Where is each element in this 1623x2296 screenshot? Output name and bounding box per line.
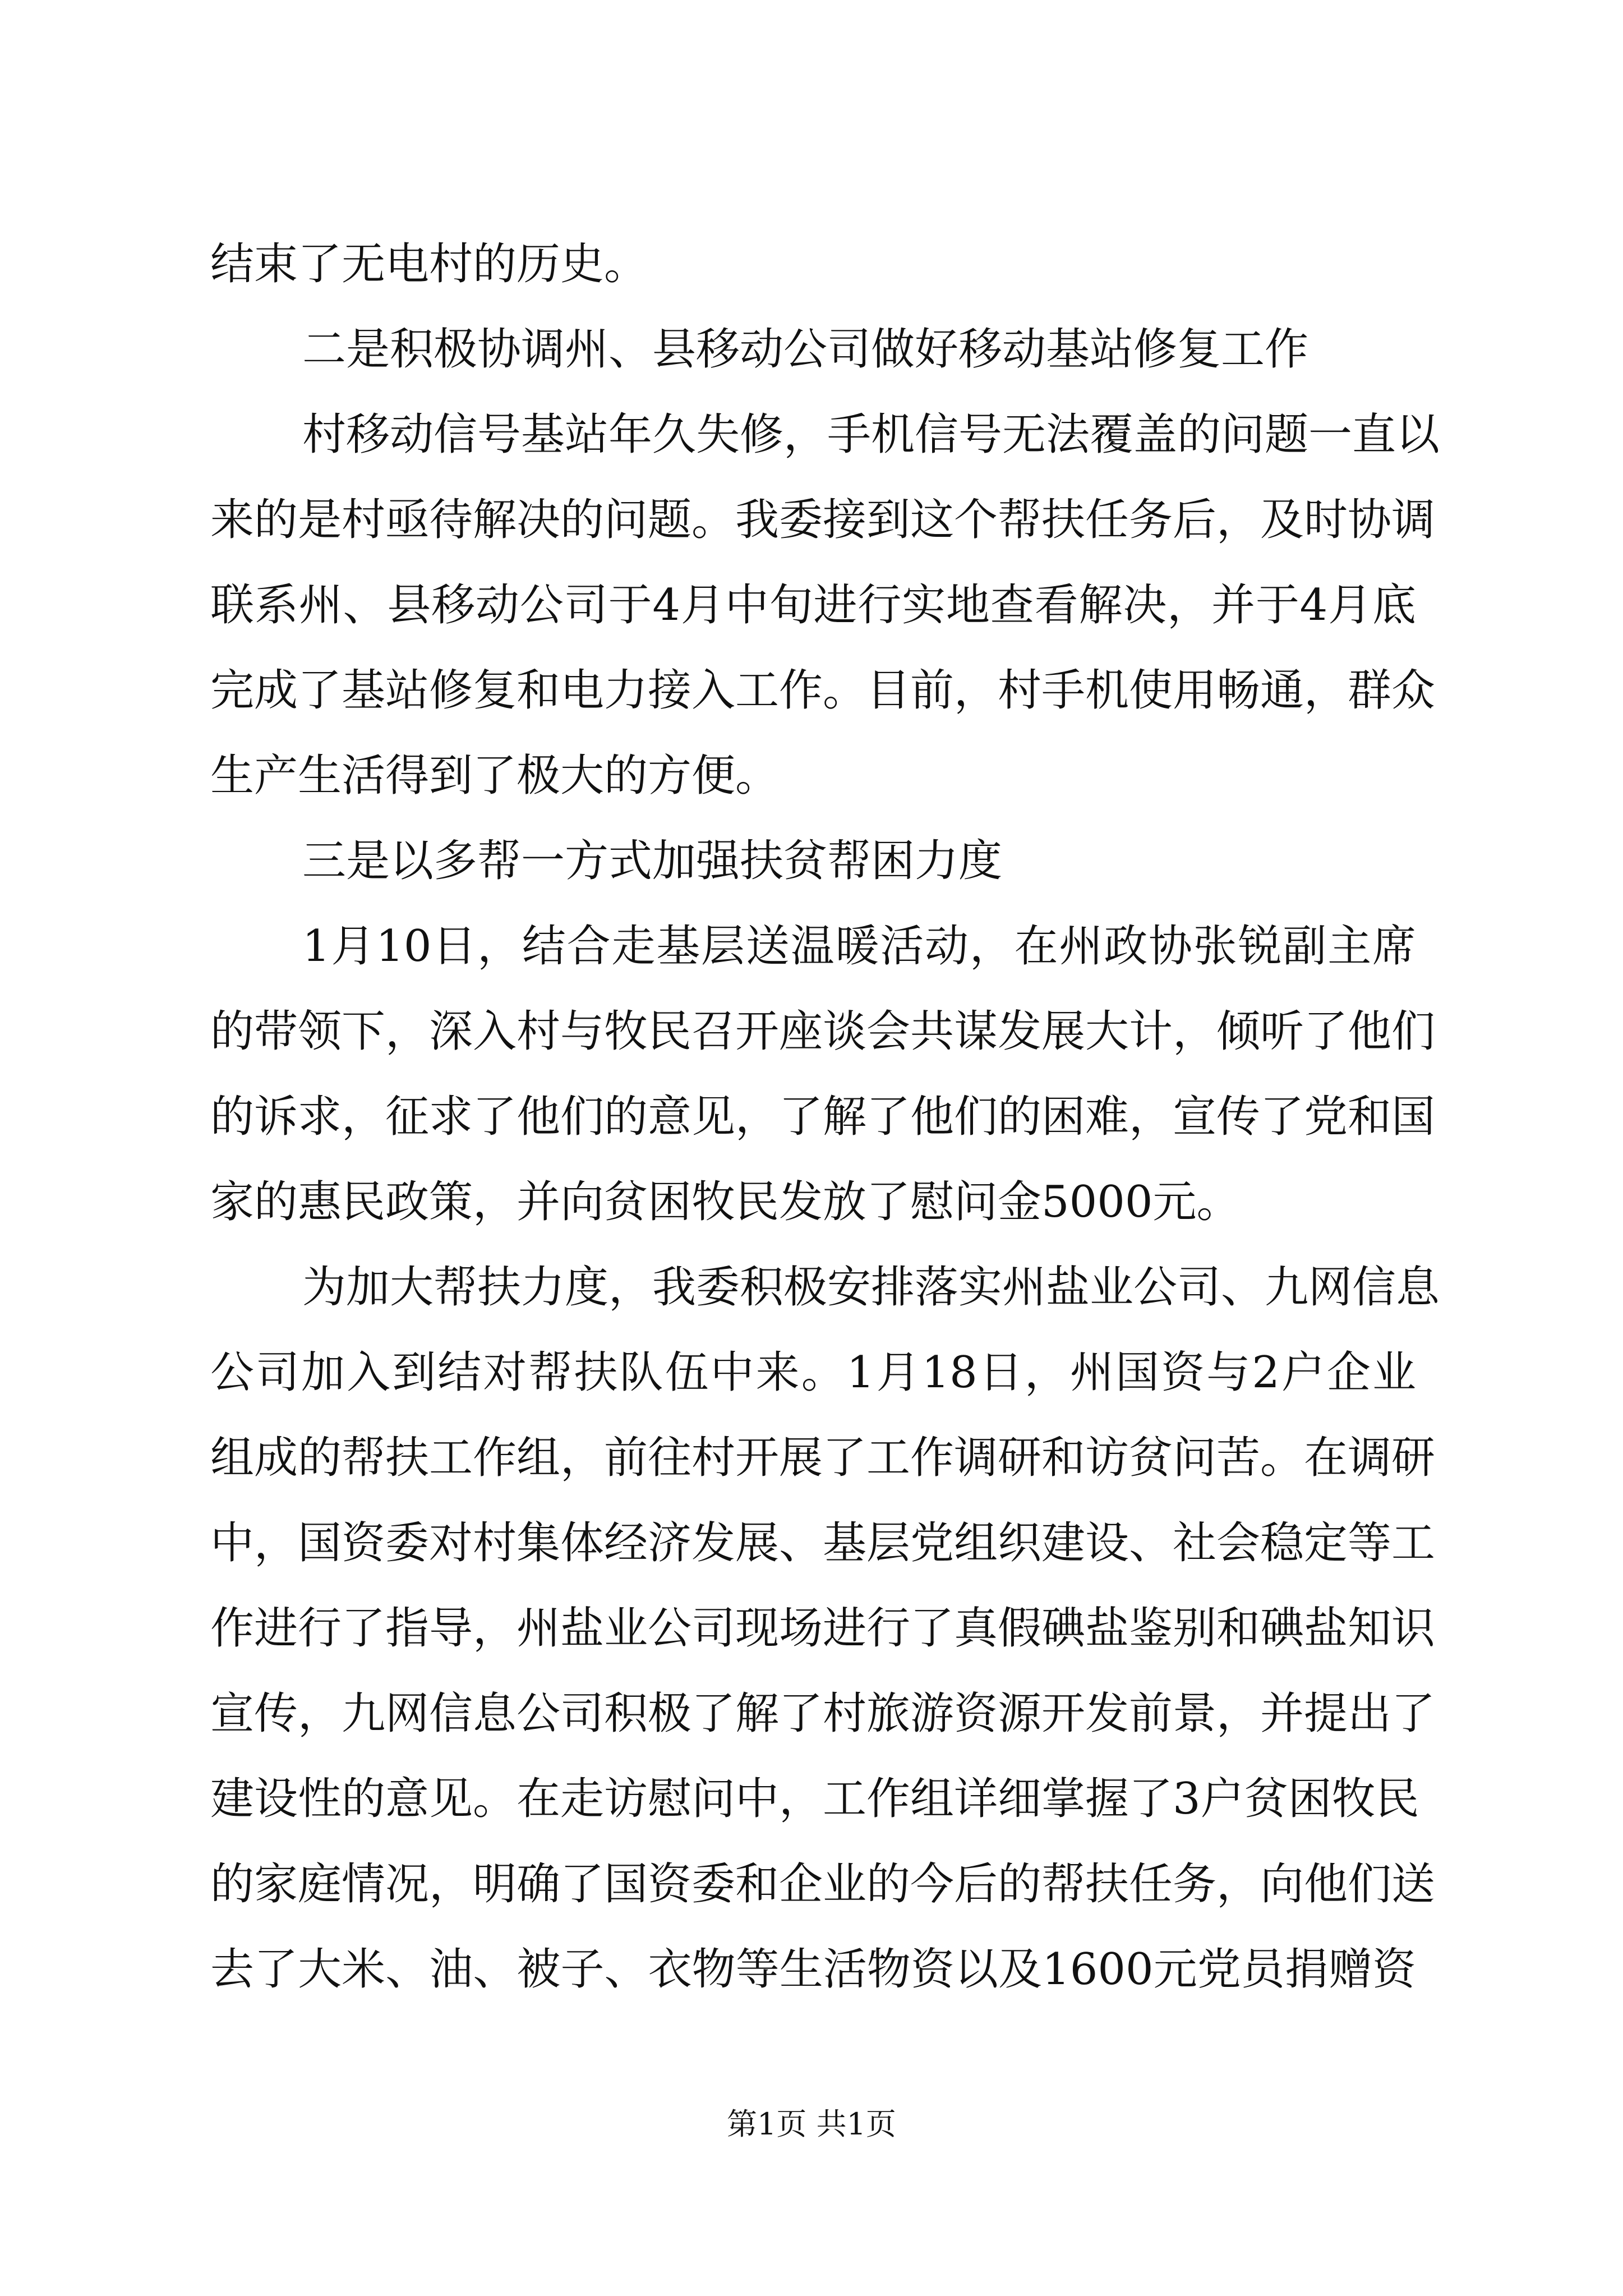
text-line: 组成的帮扶工作组，前往村开展了工作调研和访贫问苦。在调研 bbox=[210, 1433, 1436, 1483]
text-line: 公司加入到结对帮扶队伍中来。1月18日，州国资与2户企业 bbox=[210, 1347, 1416, 1398]
text-line: 的家庭情况，明确了国资委和企业的今后的帮扶任务，向他们送 bbox=[210, 1859, 1436, 1910]
text-line: 去了大米、油、被子、衣物等生活物资以及1600元党员捐赠资 bbox=[210, 1944, 1416, 1995]
text-line: 建设性的意见。在走访慰问中，工作组详细掌握了3户贫困牧民 bbox=[210, 1774, 1419, 1824]
text-line: 家的惠民政策，并向贫困牧民发放了慰问金5000元。 bbox=[210, 1177, 1241, 1227]
text-line: 生产生活得到了极大的方便。 bbox=[210, 751, 780, 801]
text-line: 作进行了指导，州盐业公司现场进行了真假碘盐鉴别和碘盐知识 bbox=[210, 1603, 1436, 1654]
text-line: 联系州、县移动公司于4月中旬进行实地查看解决，并于4月底 bbox=[210, 580, 1416, 631]
text-line: 中，国资委对村集体经济发展、基层党组织建设、社会稳定等工 bbox=[210, 1518, 1436, 1568]
text-line: 的诉求，征求了他们的意见，了解了他们的困难，宣传了党和国 bbox=[210, 1092, 1436, 1142]
page-number-label: 第1页 共1页 bbox=[727, 2106, 896, 2142]
text-line: 结束了无电村的历史。 bbox=[210, 239, 648, 289]
text-line: 为加大帮扶力度，我委积极安排落实州盐业公司、九网信息 bbox=[302, 1262, 1440, 1313]
document-body bbox=[210, 222, 1440, 2012]
page-footer bbox=[0, 2105, 1623, 2144]
text-line: 1月10日，结合走基层送温暖活动，在州政协张锐副主席 bbox=[302, 921, 1416, 972]
text-line: 宣传，九网信息公司积极了解了村旅游资源开发前景，并提出了 bbox=[210, 1688, 1436, 1739]
text-line: 的带领下，深入村与牧民召开座谈会共谋发展大计，倾听了他们 bbox=[210, 1006, 1436, 1057]
text-line: 完成了基站修复和电力接入工作。目前，村手机使用畅通，群众 bbox=[210, 665, 1436, 716]
text-line: 村移动信号基站年久失修，手机信号无法覆盖的问题一直以 bbox=[302, 409, 1440, 460]
section-heading: 三是以多帮一方式加强扶贫帮困力度 bbox=[302, 836, 1003, 886]
section-heading: 二是积极协调州、县移动公司做好移动基站修复工作 bbox=[302, 324, 1309, 375]
text-line: 来的是村亟待解决的问题。我委接到这个帮扶任务后，及时协调 bbox=[210, 495, 1436, 545]
